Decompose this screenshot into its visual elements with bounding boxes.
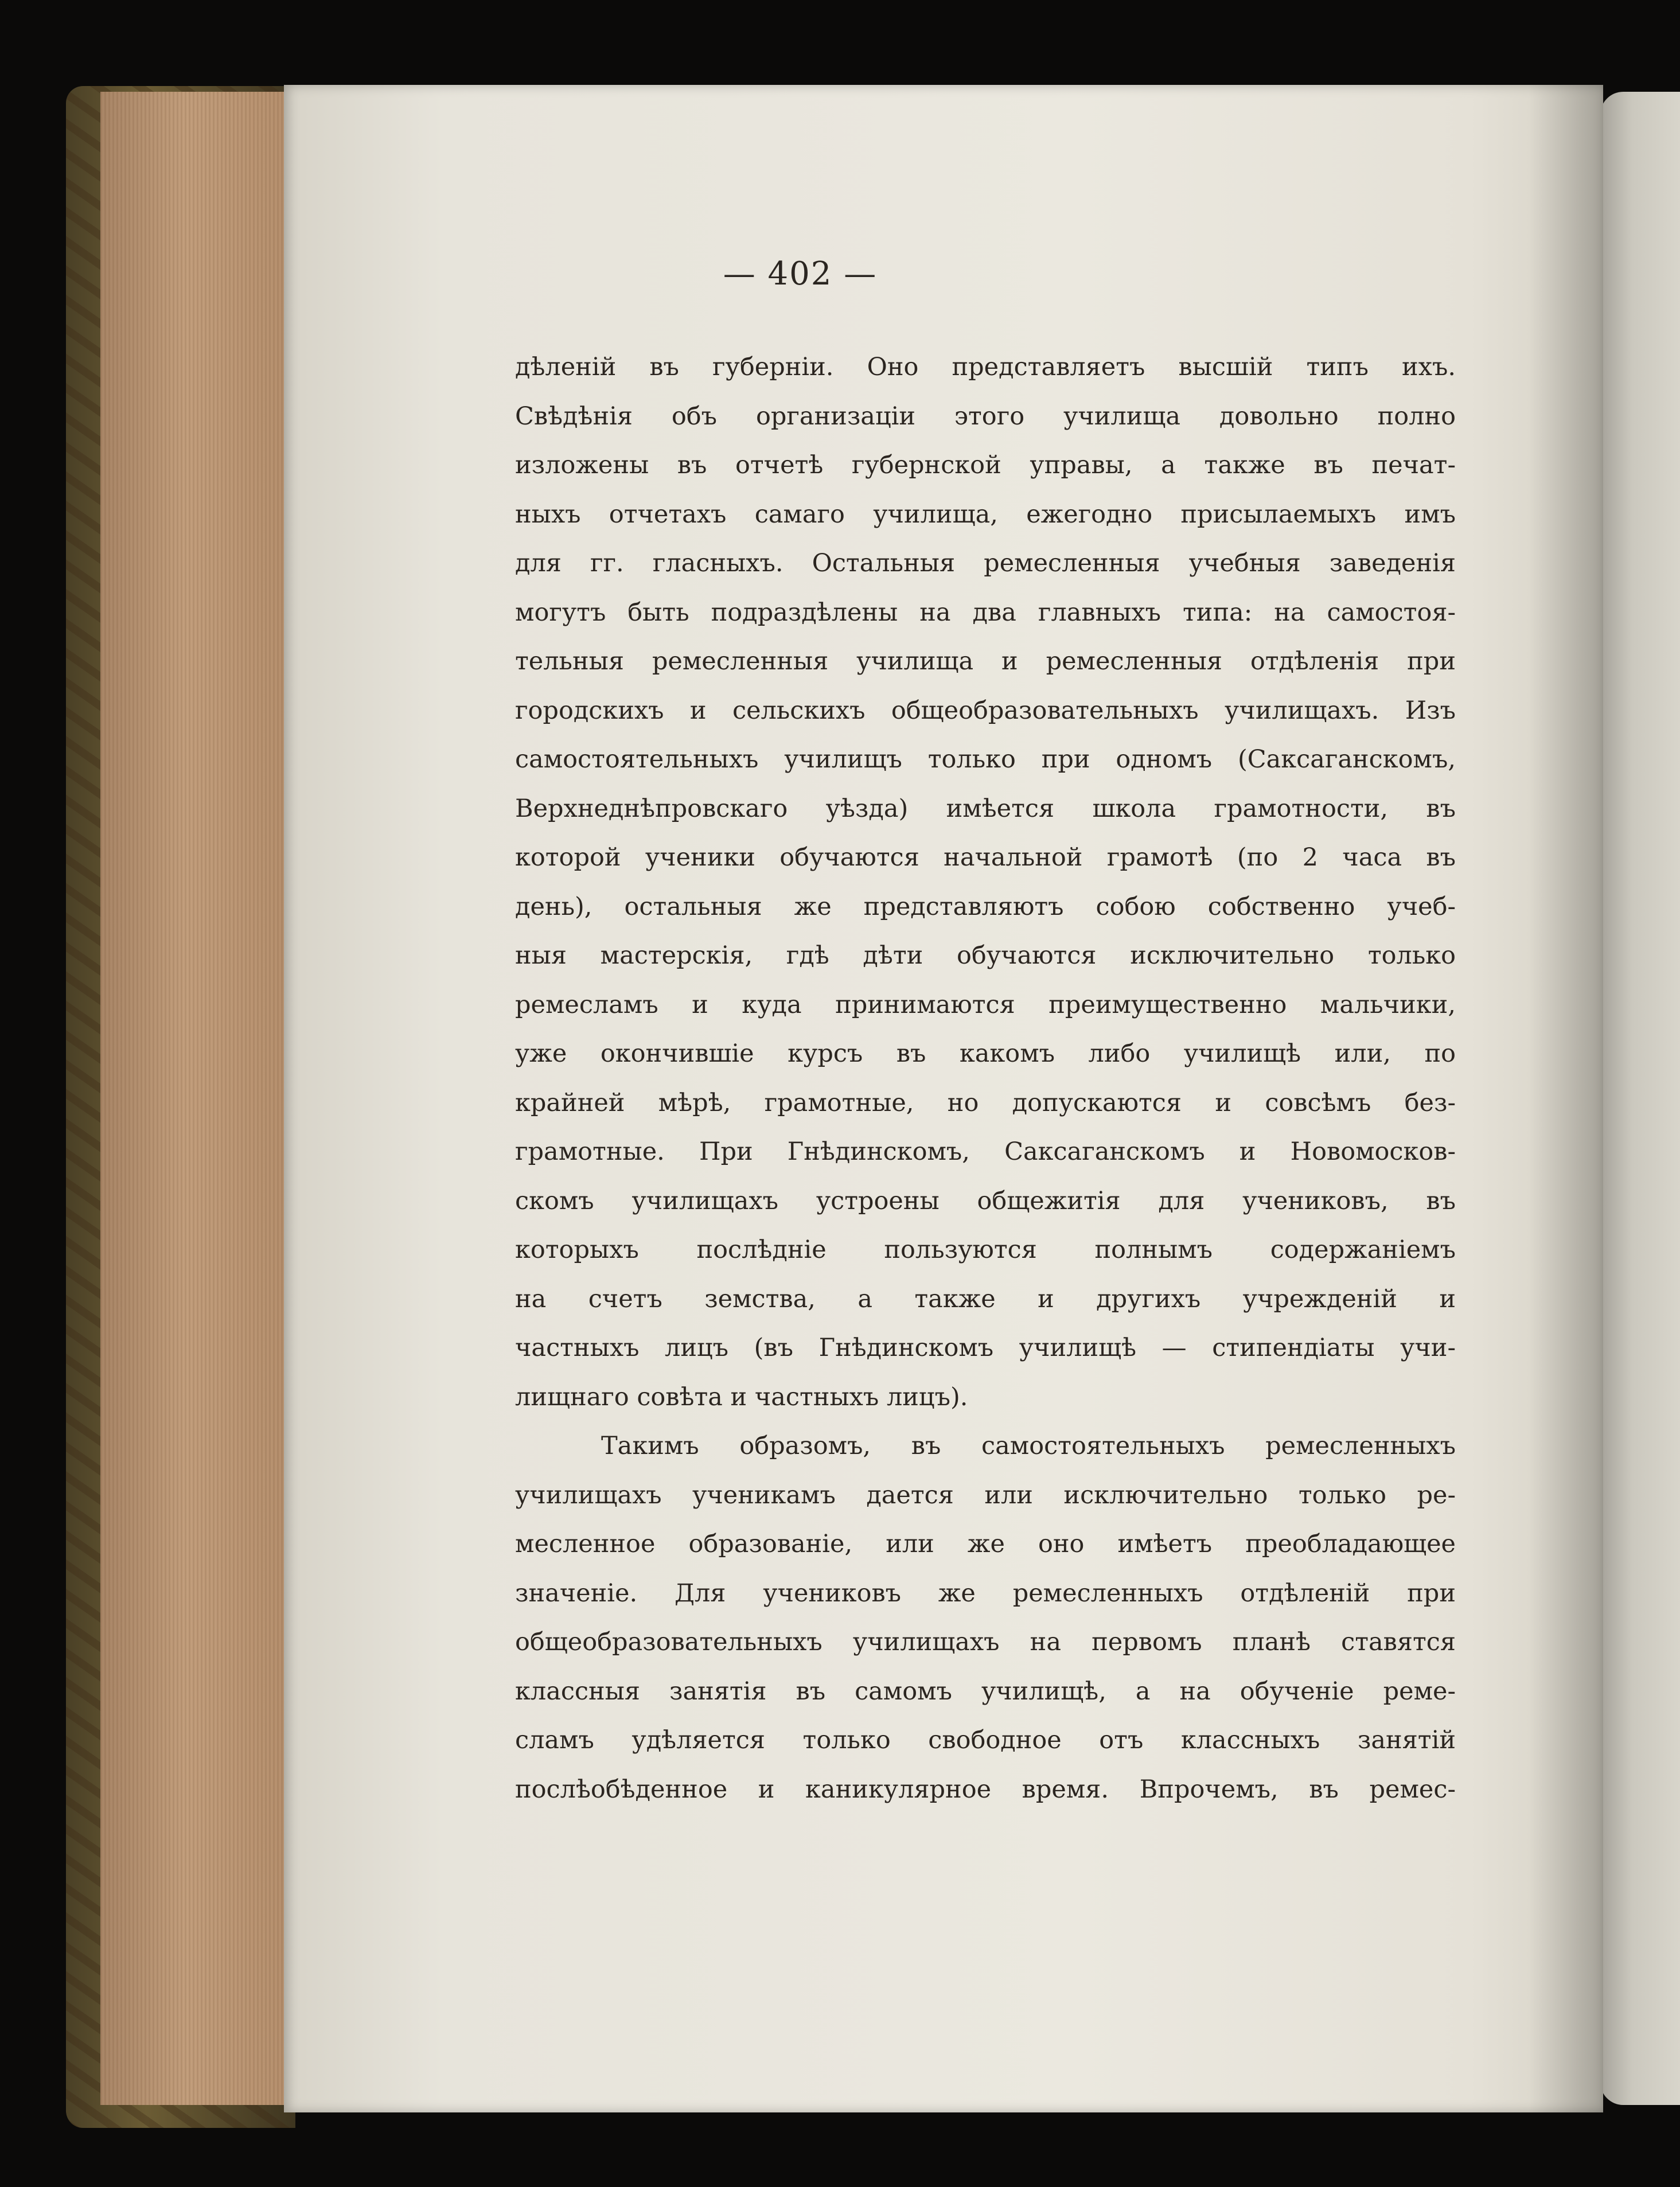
text-line: сламъ удѣляется только свободное отъ классныхъ занятій <box>515 1726 1456 1755</box>
gutter-shadow <box>1529 85 1603 2112</box>
text-line: послѣобѣденное и каникулярное время. Впрочемъ, въ ремес- <box>515 1775 1456 1804</box>
paragraph-1 <box>515 343 1456 1422</box>
text-line: которой ученики обучаются начальной грамотѣ (по 2 часа въ <box>515 843 1456 872</box>
text-line: частныхъ лицъ (въ Гнѣдинскомъ училищѣ — стипендіаты учи- <box>515 1334 1456 1362</box>
text-line: месленное образованіе, или же оно имѣетъ преобладающее <box>515 1530 1456 1558</box>
text-line: тельныя ремесленныя училища и ремесленныя отдѣленія при <box>515 647 1456 676</box>
text-line: ремесламъ и куда принимаются преимущественно мальчики, <box>515 990 1456 1019</box>
text-line: общеобразовательныхъ училищахъ на первомъ планѣ ставятся <box>515 1628 1456 1656</box>
text-line: Свѣдѣнія объ организаціи этого училища довольно полно <box>515 401 1456 431</box>
text-line: городскихъ и сельскихъ общеобразовательныхъ училищахъ. Изъ <box>515 696 1456 725</box>
text-line: грамотные. При Гнѣдинскомъ, Саксаганскомъ и Новомосков- <box>515 1137 1456 1166</box>
paragraph-2 <box>515 1422 1456 1814</box>
text-line: лищнаго совѣта и частныхъ лицъ). <box>515 1382 968 1412</box>
text-line: изложены въ отчетѣ губернской управы, а также въ печат- <box>515 451 1456 479</box>
text-line: на счетъ земства, а также и другихъ учрежденій и <box>515 1284 1456 1313</box>
page-edges <box>100 92 290 2105</box>
facing-page-edge <box>1600 92 1680 2105</box>
text-line: Верхнеднѣпровскаго уѣзда) имѣется школа грамотности, въ <box>515 794 1456 823</box>
page-text <box>515 343 1456 1814</box>
text-line: для гг. гласныхъ. Остальныя ремесленныя учебныя заведенія <box>515 549 1456 578</box>
text-line: ныя мастерскія, гдѣ дѣти обучаются исключительно только <box>515 941 1456 970</box>
text-line: дѣленій въ губерніи. Оно представляетъ высшій типъ ихъ. <box>515 353 1456 381</box>
text-line: день), остальныя же представляютъ собою собственно учеб- <box>515 892 1456 921</box>
text-line: ныхъ отчетахъ самаго училища, ежегодно присылаемыхъ имъ <box>515 500 1456 529</box>
text-line: скомъ училищахъ устроены общежитія для учениковъ, въ <box>515 1186 1456 1215</box>
page-number: — 402 — <box>723 255 878 293</box>
text-line: училищахъ ученикамъ дается или исключительно только ре- <box>515 1480 1456 1510</box>
text-line: Такимъ образомъ, въ самостоятельныхъ ремесленныхъ <box>601 1432 1456 1460</box>
text-line: значеніе. Для учениковъ же ремесленныхъ отдѣленій при <box>515 1578 1456 1608</box>
text-line: крайней мѣрѣ, грамотные, но допускаются и совсѣмъ без- <box>515 1088 1456 1117</box>
text-line: уже окончившіе курсъ въ какомъ либо училищѣ или, по <box>515 1039 1456 1068</box>
text-line: которыхъ послѣдніе пользуются полнымъ содержаніемъ <box>515 1235 1456 1264</box>
text-line: классныя занятія въ самомъ училищѣ, а на обученіе реме- <box>515 1677 1456 1706</box>
text-line: самостоятельныхъ училищъ только при одномъ (Саксаганскомъ, <box>515 745 1456 774</box>
text-line: могутъ быть подраздѣлены на два главныхъ типа: на самостоя- <box>515 598 1456 627</box>
